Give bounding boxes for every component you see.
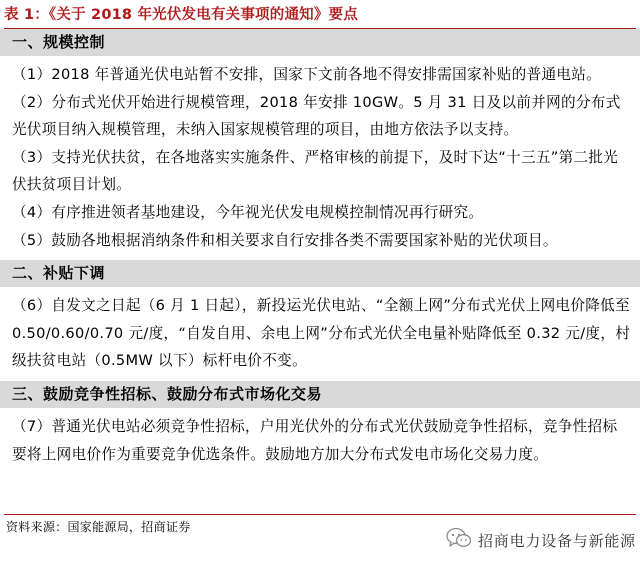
point-3: （3）支持光伏扶贫，在各地落实实施条件、严格审核的前提下，及时下达“十三五”第二批光伏扶贫项目计划。 bbox=[12, 148, 619, 194]
section-heading: 三、鼓励竞争性招标、鼓励分布式市场化交易 bbox=[0, 381, 640, 408]
table-title: 表 1：《关于 2018 年光伏发电有关事项的通知》要点 bbox=[4, 3, 636, 29]
section-body bbox=[0, 287, 640, 381]
section-body bbox=[0, 56, 640, 260]
brand-watermark bbox=[446, 527, 636, 553]
point-4: （4）有序推进领者基地建设，今年视光伏发电规模控制情况再行研究。 bbox=[12, 203, 484, 221]
point-6: （6）自发文之日起（6 月 1 日起），新投运光伏电站、“全额上网”分布式光伏上网电价降低至 0.50/0.60/0.70 元/度，“自发自用、余电上网”分布式光伏全电量补贴降低至 0.32 元/度，村级扶贫电站（0.5MW 以下）标杆电价不变。 bbox=[12, 297, 631, 370]
section-scale-control bbox=[0, 29, 640, 260]
point-2: （2）分布式光伏开始进行规模管理，2018 年安排 10GW。5 月 31 日及以前并网的分布式光伏项目纳入规模管理，未纳入国家规模管理的项目，由地方依法予以支持。 bbox=[12, 93, 621, 139]
section-body bbox=[0, 408, 640, 474]
table-footer bbox=[4, 514, 636, 562]
section-subsidy-cut bbox=[0, 260, 640, 381]
section-heading: 一、规模控制 bbox=[0, 29, 640, 56]
point-7: （7）普通光伏电站必须竞争性招标，户用光伏外的分布式光伏鼓励竞争性招标，竞争性招标要将上网电价作为重要竞争优选条件。鼓励地方加大分布式发电市场化交易力度。 bbox=[12, 417, 618, 463]
wechat-icon bbox=[446, 527, 472, 553]
point-5: （5）鼓励各地根据消纳条件和相关要求自行安排各类不需要国家补贴的光伏项目。 bbox=[12, 231, 558, 249]
section-competition bbox=[0, 381, 640, 474]
notice-table bbox=[0, 29, 640, 474]
source-note: 资料来源：国家能源局，招商证券 bbox=[6, 520, 191, 534]
point-1: （1）2018 年普通光伏电站暂不安排，国家下文前各地不得安排需国家补贴的普通电站。 bbox=[12, 66, 602, 83]
section-heading: 二、补贴下调 bbox=[0, 260, 640, 287]
brand-text: 招商电力设备与新能源 bbox=[477, 531, 636, 550]
